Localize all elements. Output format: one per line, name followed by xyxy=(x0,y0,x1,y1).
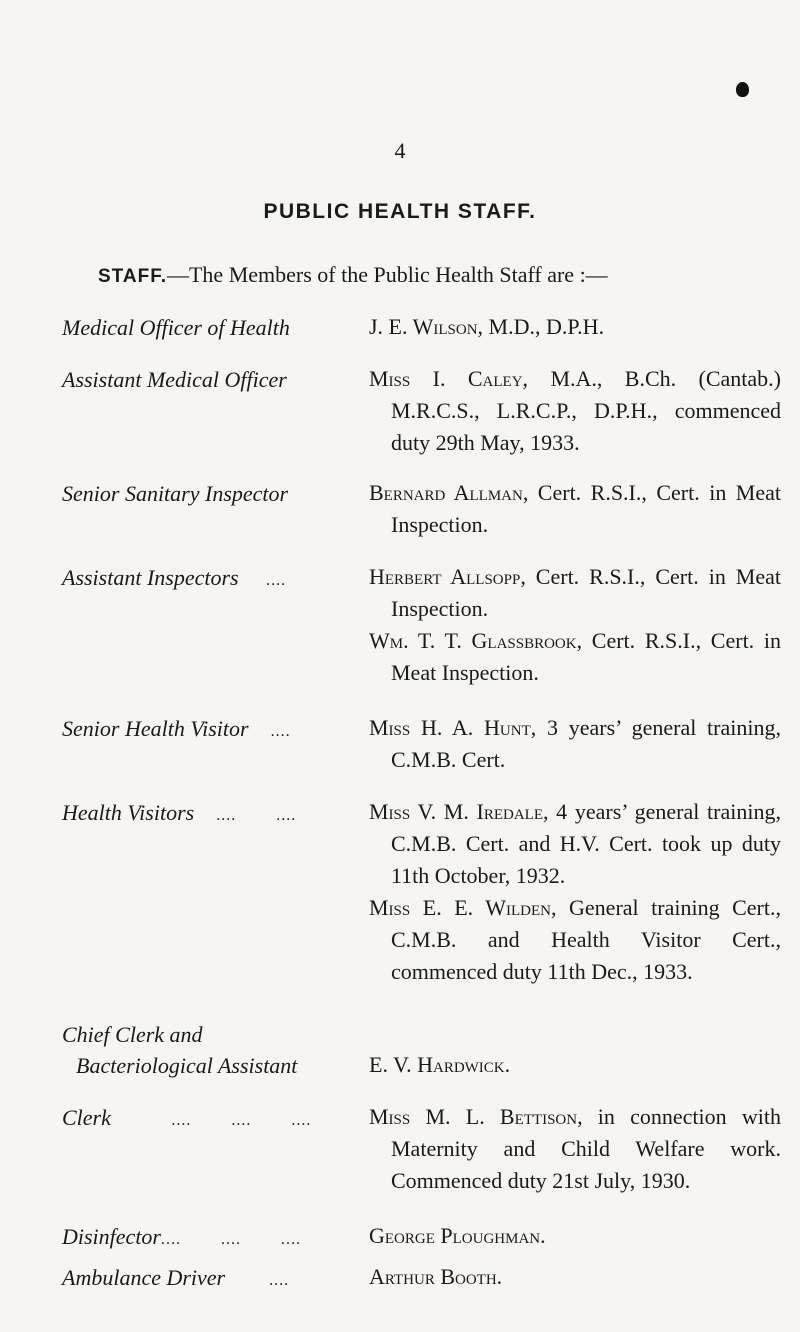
staff-name: Arthur Booth. xyxy=(369,1264,503,1289)
entry-assistant-inspector-2 xyxy=(369,625,781,689)
staff-name: E. V. Hardwick. xyxy=(369,1052,511,1077)
role-medical-officer: Medical Officer of Health xyxy=(62,315,290,340)
staff-detail: General training Cert., C.M.B. and Health Visitor Cert., commenced duty 11th Dec., 1933. xyxy=(391,895,781,984)
intro-text: —The Members of the Public Health Staff are :— xyxy=(166,262,608,287)
role-disinfector: Disinfector.... .... .... xyxy=(62,1224,301,1249)
role-chief-clerk: Chief Clerk and Bacteriological Assistant xyxy=(62,1022,298,1078)
staff-detail: Cert. R.S.I., Cert. in Meat Inspection. xyxy=(391,628,781,685)
intro-lead: STAFF. xyxy=(98,266,167,287)
leader-dots: .... .... .... xyxy=(161,1231,301,1248)
staff-name: Miss H. A. Hunt, xyxy=(369,715,537,740)
entry-medical-officer xyxy=(369,311,781,343)
staff-name: Miss E. E. Wilden, xyxy=(369,895,557,920)
entry-assistant-medical-officer xyxy=(369,363,781,459)
page-number: 4 xyxy=(394,138,406,163)
staff-name: Herbert Allsopp, xyxy=(369,564,526,589)
entry-ambulance-driver xyxy=(369,1261,781,1293)
staff-detail: 4 years’ general training, C.M.B. Cert. and H.V. Cert. took up duty 11th October, 1932. xyxy=(391,799,781,888)
leader-dots: .... .... xyxy=(216,807,297,824)
staff-detail: Cert. R.S.I., Cert. in Meat Inspection. xyxy=(391,564,781,621)
staff-name: Bernard Allman, xyxy=(369,480,529,505)
staff-name: George Ploughman. xyxy=(369,1223,546,1248)
role-senior-sanitary-inspector: Senior Sanitary Inspector xyxy=(62,481,289,506)
ink-speck xyxy=(736,82,749,97)
entry-health-visitor-2 xyxy=(369,892,781,988)
role-assistant-inspectors: Assistant Inspectors .... xyxy=(62,565,287,590)
staff-name: Wm. T. T. Glassbrook, xyxy=(369,628,583,653)
staff-detail: in connection with Maternity and Child Welfare work. Commenced duty 21st July, 1930. xyxy=(391,1104,781,1193)
leader-dots: .... xyxy=(266,572,287,589)
staff-detail: M.D., D.P.H. xyxy=(483,314,605,339)
leader-dots: .... xyxy=(270,723,291,740)
leader-dots: .... .... .... xyxy=(171,1112,312,1129)
role-assistant-medical-officer: Assistant Medical Officer xyxy=(62,367,287,392)
entry-assistant-inspector-1 xyxy=(369,561,781,625)
role-senior-health-visitor: Senior Health Visitor .... xyxy=(62,716,291,741)
role-clerk: Clerk .... .... .... xyxy=(62,1105,312,1130)
entry-senior-health-visitor xyxy=(369,712,781,776)
entry-chief-clerk xyxy=(369,1049,781,1081)
staff-detail: Cert. R.S.I., Cert. in Meat Inspection. xyxy=(391,480,781,537)
staff-name: Miss I. Caley, xyxy=(369,366,529,391)
entry-senior-sanitary-inspector xyxy=(369,477,781,541)
staff-name: Miss V. M. Iredale, xyxy=(369,799,549,824)
intro-paragraph xyxy=(98,262,608,288)
entry-disinfector xyxy=(369,1220,781,1252)
entry-health-visitor-1 xyxy=(369,796,781,892)
page-title: PUBLIC HEALTH STAFF. xyxy=(263,200,537,223)
entry-clerk xyxy=(369,1101,781,1197)
role-ambulance-driver: Ambulance Driver .... xyxy=(62,1265,290,1290)
staff-detail: M.A., B.Ch. (Cantab.) M.R.C.S., L.R.C.P., D.P.H., commenced duty 29th May, 1933. xyxy=(391,366,782,455)
staff-detail: 3 years’ general training, C.M.B. Cert. xyxy=(391,715,781,772)
role-health-visitors: Health Visitors .... .... xyxy=(62,800,297,825)
staff-name: Miss M. L. Bettison, xyxy=(369,1104,583,1129)
leader-dots: .... xyxy=(269,1272,290,1289)
staff-name: J. E. Wilson, xyxy=(369,314,484,339)
